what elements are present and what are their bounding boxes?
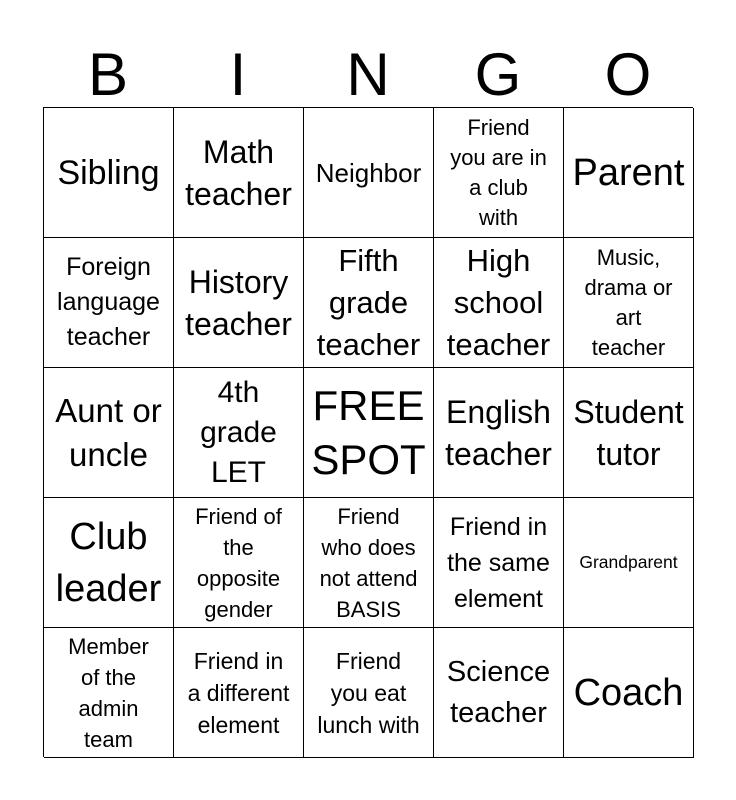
bingo-cell-r1c1[interactable] [44,108,174,238]
cell-text: Friend in the same element [447,512,550,613]
cell-text: Parent [572,151,685,194]
cell-text: High school teacher [446,242,551,362]
cell-text: Friend you are in a club with [450,114,547,230]
bingo-cell-r5c3[interactable] [304,628,434,758]
bingo-cell-r5c5[interactable] [564,628,694,758]
cell-text: Science teacher [446,655,551,729]
header-letter-o: O [604,41,652,108]
bingo-cell-free-spot[interactable] [304,368,434,498]
bingo-cell-r1c2[interactable] [174,108,304,238]
bingo-cell-r2c1[interactable] [44,238,174,368]
cell-text: Student tutor [573,393,684,472]
bingo-cell-r4c5[interactable] [564,498,694,628]
header-letter-i: I [229,41,247,108]
cell-text: Math teacher [185,133,292,212]
cell-text: Aunt or uncle [55,391,162,473]
header-letter-g: G [474,41,522,108]
cell-text: FREE SPOT [311,381,426,483]
bingo-cell-r4c2[interactable] [174,498,304,628]
bingo-cell-r4c3[interactable] [304,498,434,628]
bingo-cell-r1c3[interactable] [304,108,434,238]
header-letter-n: N [346,41,390,108]
bingo-cell-r4c1[interactable] [44,498,174,628]
cell-text: Neighbor [315,157,422,188]
cell-text: Fifth grade teacher [316,242,421,362]
bingo-cell-r5c1[interactable] [44,628,174,758]
bingo-cell-r3c2[interactable] [174,368,304,498]
bingo-cell-r3c1[interactable] [44,368,174,498]
header-letter-b: B [87,41,129,108]
cell-text: Friend in a different element [187,647,290,738]
cell-text: Sibling [57,153,160,192]
cell-text: Friend of the opposite gender [195,503,282,622]
bingo-cell-r2c2[interactable] [174,238,304,368]
cell-text: History teacher [185,263,292,342]
cell-text: English teacher [445,393,552,472]
bingo-cell-r2c5[interactable] [564,238,694,368]
bingo-header [43,42,693,108]
cell-text: Member of the admin team [68,633,149,752]
bingo-cell-r3c4[interactable] [434,368,564,498]
bingo-cell-r2c3[interactable] [304,238,434,368]
cell-text: Foreign language teacher [57,253,160,351]
bingo-cell-r4c4[interactable] [434,498,564,628]
cell-text: 4th grade LET [200,375,277,489]
cell-text: Friend you eat lunch with [317,647,420,738]
bingo-cell-r5c2[interactable] [174,628,304,758]
bingo-cell-r1c5[interactable] [564,108,694,238]
bingo-cell-r5c4[interactable] [434,628,564,758]
cell-text: Coach [573,671,684,714]
bingo-cell-r3c5[interactable] [564,368,694,498]
bingo-card-grid [43,107,693,757]
cell-text: Music, drama or art teacher [584,244,673,360]
cell-text: Grandparent [579,552,678,572]
bingo-cell-r2c4[interactable] [434,238,564,368]
cell-text: Club leader [55,515,162,610]
cell-text: Friend who does not attend BASIS [319,503,418,622]
bingo-cell-r1c4[interactable] [434,108,564,238]
